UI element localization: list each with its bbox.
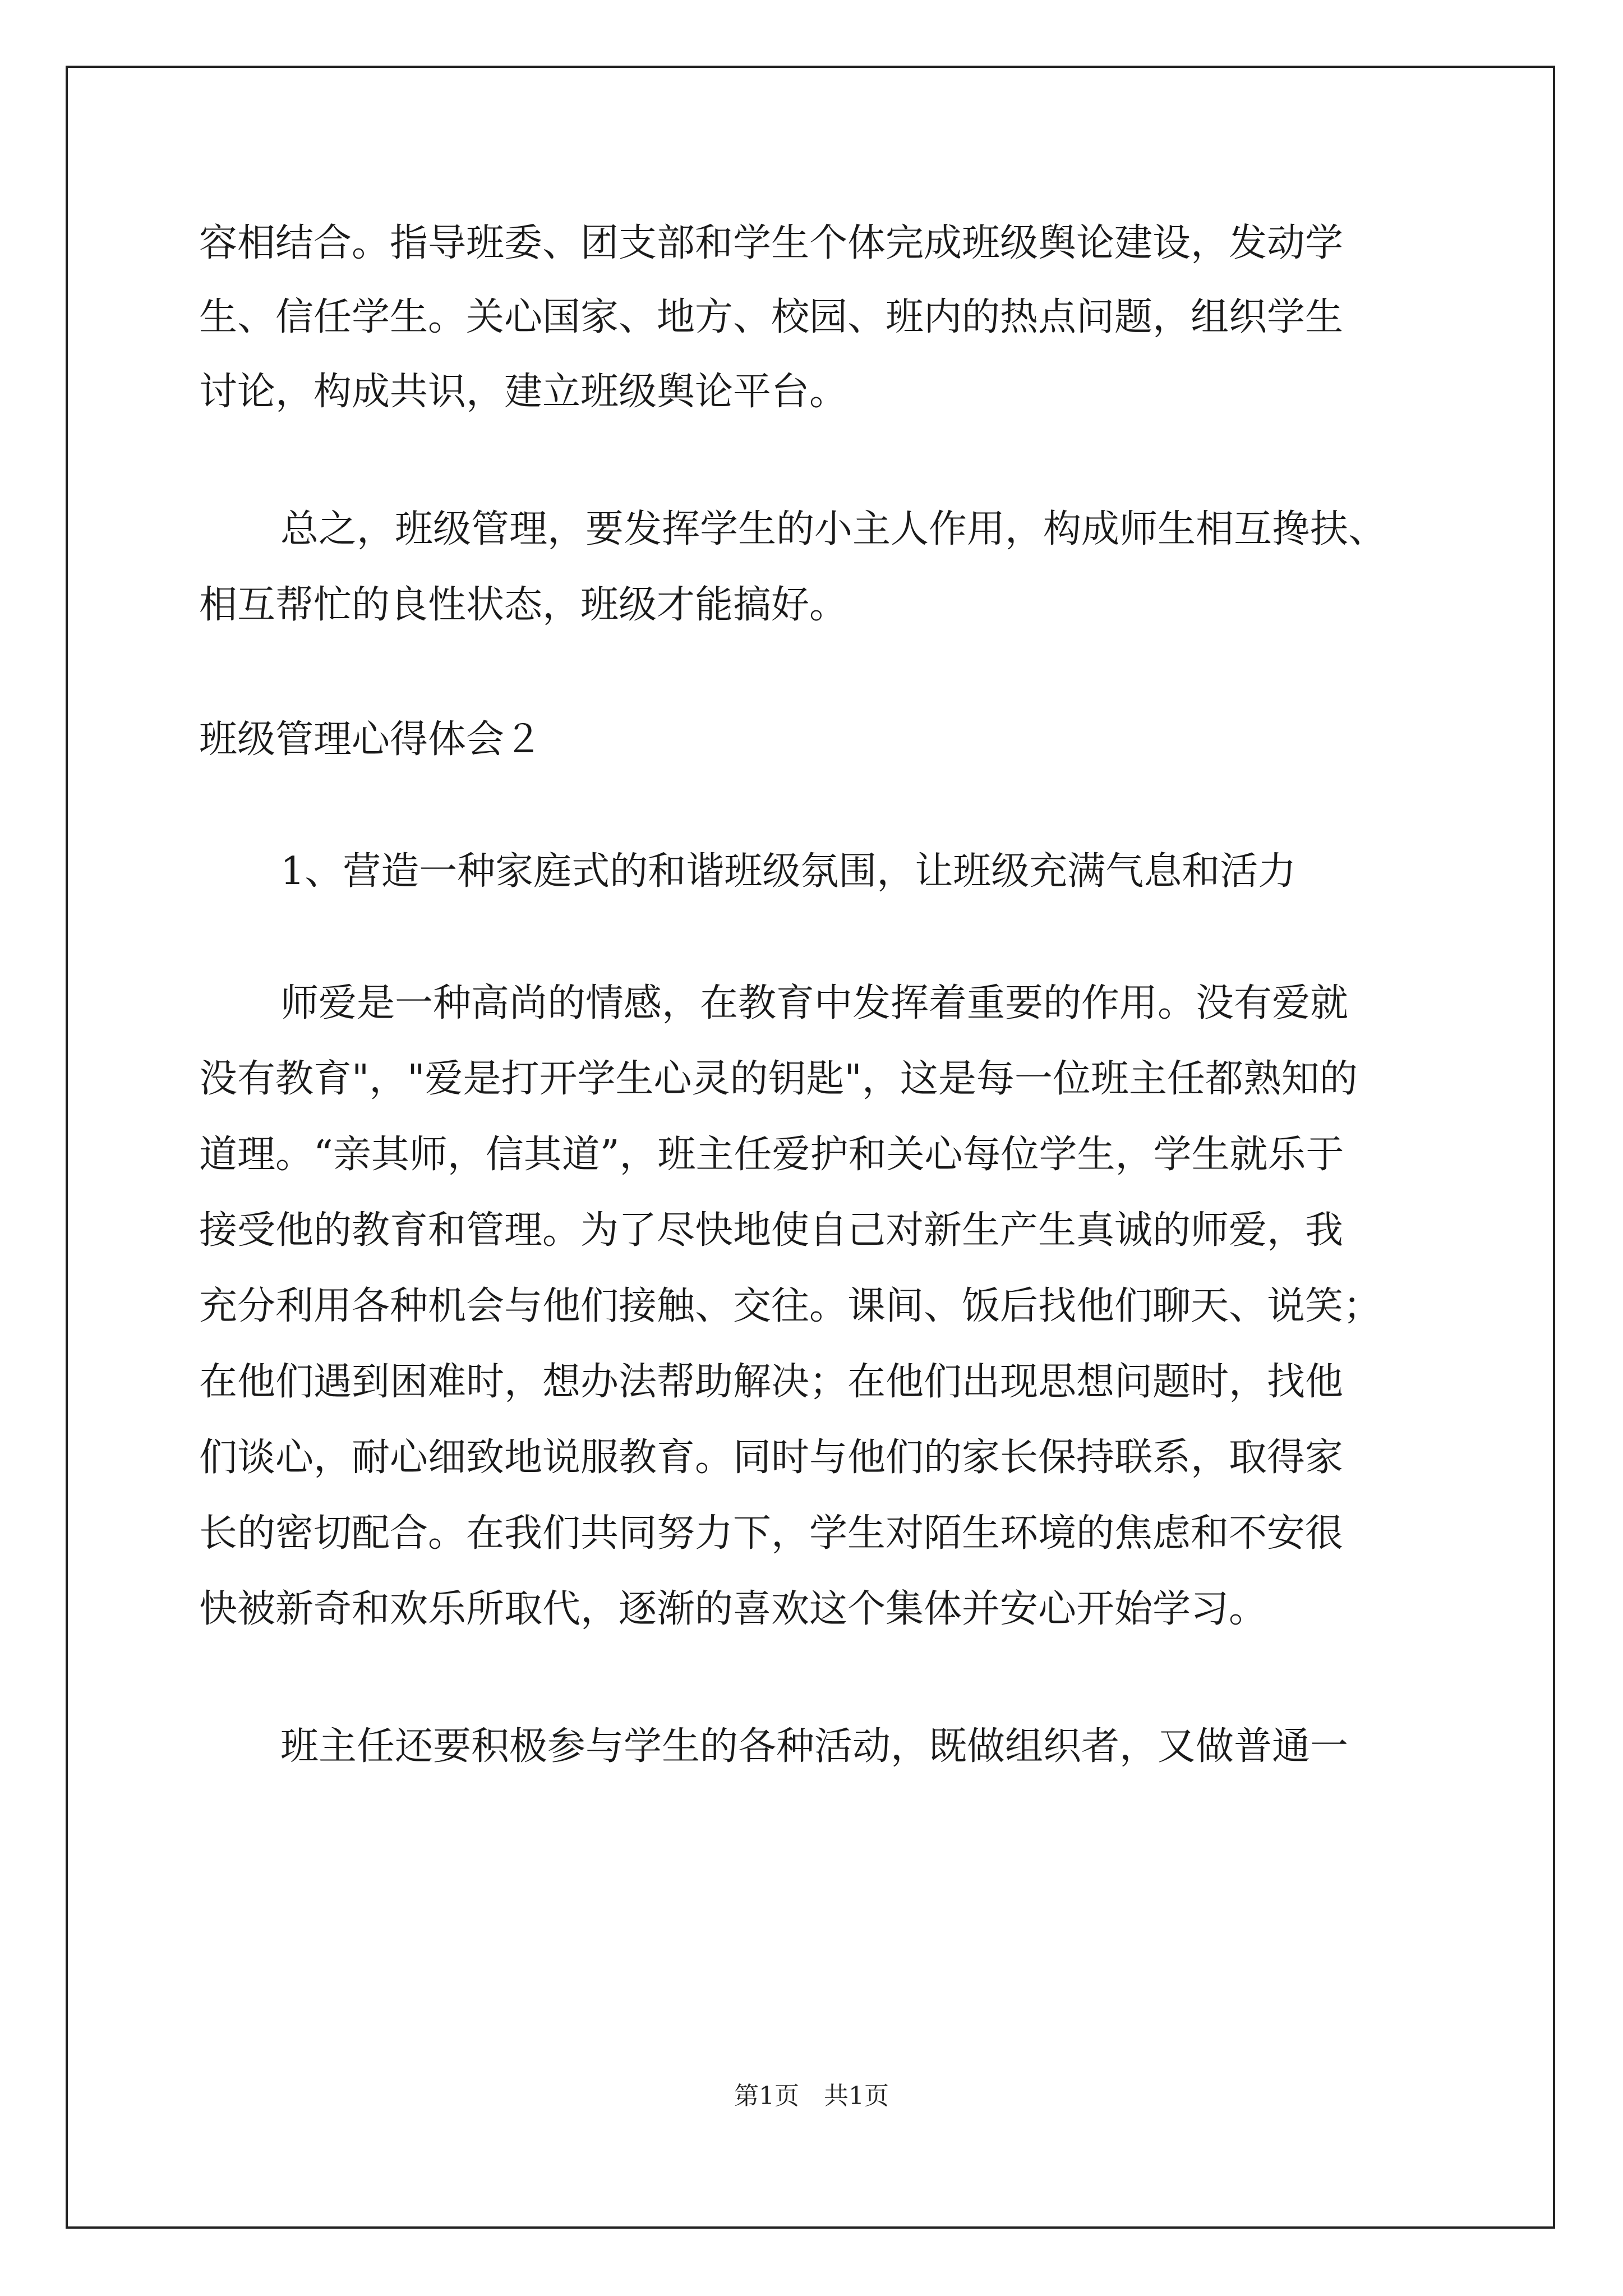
- page-number-footer: 第1页 共1页: [734, 2082, 889, 2110]
- paragraph-line: 班主任还要积极参与学生的各种活动，既做组织者，又做普通一: [280, 1724, 1349, 1769]
- paragraph-line: 道理。“亲其师，信其道”，班主任爱护和关心每位学生，学生就乐于: [199, 1133, 1344, 1177]
- paragraph-line: 相互帮忙的良性状态，班级才能搞好。: [199, 583, 848, 627]
- paragraph-line: 没有教育"，"爱是打开学生心灵的钥匙"，这是每一位班主任都熟知的: [199, 1057, 1358, 1101]
- paragraph-line: 充分利用各种机会与他们接触、交往。课间、饭后找他们聊天、说笑；: [199, 1284, 1382, 1328]
- paragraph-line: 快被新奇和欢乐所取代，逐渐的喜欢这个集体并安心开始学习。: [199, 1587, 1267, 1631]
- paragraph-line: 生、信任学生。关心国家、地方、校园、班内的热点问题，组织学生: [199, 295, 1344, 339]
- paragraph-line: 长的密切配合。在我们共同努力下，学生对陌生环境的焦虑和不安很: [199, 1511, 1344, 1556]
- paragraph-line: 讨论，构成共识，建立班级舆论平台。: [199, 370, 848, 414]
- paragraph-line: 在他们遇到困难时，想办法帮助解决；在他们出现思想问题时，找他: [199, 1360, 1344, 1404]
- paragraph-line: 总之，班级管理，要发挥学生的小主人作用，构成师生相互搀扶、: [280, 507, 1387, 551]
- paragraph-line: 师爱是一种高尚的情感，在教育中发挥着重要的作用。没有爱就: [280, 981, 1349, 1025]
- paragraph-line: 们谈心，耐心细致地说服教育。同时与他们的家长保持联系，取得家: [199, 1435, 1344, 1480]
- paragraph-line: 接受他的教育和管理。为了尽快地使自己对新生产生真诚的师爱，我: [199, 1208, 1344, 1253]
- section-heading: 班级管理心得体会２: [199, 717, 543, 762]
- paragraph-line: 1、营造一种家庭式的和谐班级氛围，让班级充满气息和活力: [280, 849, 1297, 894]
- paragraph-line: 容相结合。指导班委、团支部和学生个体完成班级舆论建设，发动学: [199, 221, 1344, 265]
